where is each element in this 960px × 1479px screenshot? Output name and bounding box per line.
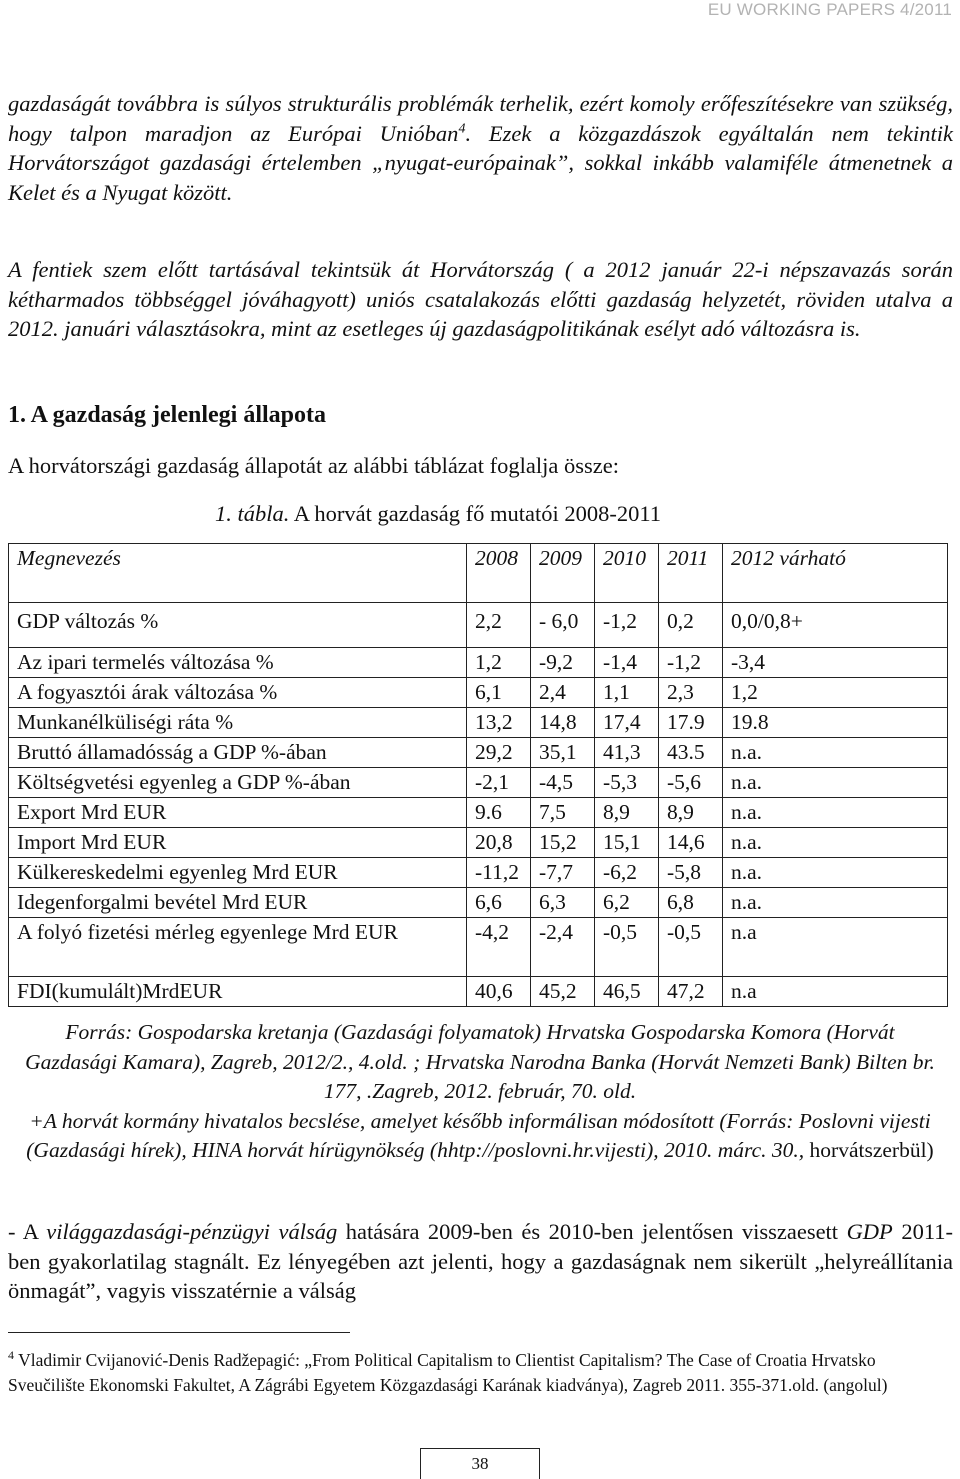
table-cell: n.a. — [723, 768, 948, 798]
table-caption-title: A horvát gazdaság fő mutatói 2008-2011 — [293, 501, 661, 526]
row-label: FDI(kumulált)MrdEUR — [9, 977, 467, 1007]
table-cell: n.a. — [723, 888, 948, 918]
row-label: Bruttó államadósság a GDP %-ában — [9, 738, 467, 768]
table-caption — [215, 501, 661, 527]
table-caption-number: 1. tábla. — [215, 501, 290, 526]
table-cell: 0,0/0,8+ — [723, 603, 948, 648]
table-source — [20, 1018, 940, 1166]
table-cell: -3,4 — [723, 648, 948, 678]
header-cell: 2011 — [659, 544, 723, 603]
indicators-table — [8, 543, 948, 1007]
table-cell: -1,4 — [595, 648, 659, 678]
table-cell: 6,3 — [531, 888, 595, 918]
page-number: 38 — [420, 1448, 540, 1479]
table-cell: -0,5 — [595, 918, 659, 977]
table-row — [9, 738, 948, 768]
table-cell: 9.6 — [467, 798, 531, 828]
table-cell: 15,1 — [595, 828, 659, 858]
p4-text-1: hatására 2009-ben és 2010-ben jelentősen visszaesett — [345, 1219, 839, 1244]
paragraph-1 — [8, 89, 953, 207]
row-label: Idegenforgalmi bevétel Mrd EUR — [9, 888, 467, 918]
table-cell: n.a. — [723, 828, 948, 858]
table-cell: 15,2 — [531, 828, 595, 858]
table-cell: -4,5 — [531, 768, 595, 798]
table-cell: -0,5 — [659, 918, 723, 977]
table-cell: n.a. — [723, 858, 948, 888]
table-cell: -7,7 — [531, 858, 595, 888]
footnote-marker: 4 — [8, 1348, 14, 1363]
table-row — [9, 888, 948, 918]
paragraph-1-text: gazdaságát továbbra is súlyos strukturális problémák terhelik, ezért komoly erőfeszítésekre van szükség, hogy talpon maradjon az Európai Unióban — [8, 91, 953, 146]
table-cell: 17.9 — [659, 708, 723, 738]
table-cell: n.a — [723, 977, 948, 1007]
source-line-2: +A horvát kormány hivatalos becslése, amelyet később informálisan módosított (Forrás: Poslovni vijesti (Gazdasági hírek), HINA horvát hírügynökség (hhtp://poslovni.hr.vijesti), 2010. márc. 30., — [26, 1108, 931, 1162]
table-cell: 40,6 — [467, 977, 531, 1007]
table-cell: -4,2 — [467, 918, 531, 977]
table-cell: 19.8 — [723, 708, 948, 738]
table-cell: 0,2 — [659, 603, 723, 648]
table-cell: 47,2 — [659, 977, 723, 1007]
table-row — [9, 648, 948, 678]
table-cell: 43.5 — [659, 738, 723, 768]
header-cell: Megnevezés — [9, 544, 467, 603]
table-row — [9, 977, 948, 1007]
table-cell: -5,3 — [595, 768, 659, 798]
table-header-row — [9, 544, 948, 603]
p4-italic-2: GDP — [846, 1219, 893, 1244]
table-cell: -1,2 — [659, 648, 723, 678]
table-cell: -5,6 — [659, 768, 723, 798]
table-cell: 7,5 — [531, 798, 595, 828]
table-row — [9, 768, 948, 798]
table-cell: 35,1 — [531, 738, 595, 768]
footnote-ref[interactable]: 4 — [458, 121, 466, 136]
table-cell: n.a — [723, 918, 948, 977]
paragraph-2: A fentiek szem előtt tartásával tekintsük át Horvátország ( a 2012 január 22-i népszavazás során kétharmados többséggel jóváhagyott) uniós csatalakozás előtti gazdaság helyzetét, röviden utalva a 2012. januári választásokra, mint az esetleges új gazdaságpolitikának esélyt adó változásra is. — [8, 257, 953, 341]
table-cell: 6,2 — [595, 888, 659, 918]
table-cell: 8,9 — [659, 798, 723, 828]
table-cell: 6,6 — [467, 888, 531, 918]
row-label: A fogyasztói árak változása % — [9, 678, 467, 708]
p4-italic-1: világgazdasági-pénzügyi válság — [46, 1219, 338, 1244]
table-cell: 1,1 — [595, 678, 659, 708]
table-cell: 8,9 — [595, 798, 659, 828]
header-cell: 2010 — [595, 544, 659, 603]
paragraph-4 — [8, 1217, 953, 1306]
paragraph-3: A horvátországi gazdaság állapotát az alábbi táblázat foglalja össze: — [8, 453, 619, 478]
table-cell: -5,8 — [659, 858, 723, 888]
row-label: Költségvetési egyenleg a GDP %-ában — [9, 768, 467, 798]
table-cell: -1,2 — [595, 603, 659, 648]
table-cell: -2,4 — [531, 918, 595, 977]
row-label: Külkereskedelmi egyenleg Mrd EUR — [9, 858, 467, 888]
table-cell: n.a. — [723, 738, 948, 768]
table-cell: 20,8 — [467, 828, 531, 858]
p4-dash: - A — [8, 1219, 38, 1244]
table-cell: 2,2 — [467, 603, 531, 648]
source-line-1: Forrás: Gospodarska kretanja (Gazdasági folyamatok) Hrvatska Gospodarska Komora (Horvát Gazdasági Kamara), Zagreb, 2012/2., 4.old. ; Hrvatska Narodna Banka (Horvát Nemzeti Bank) Bilten br. 177, .Zagreb, 2012. február, 70. old. — [25, 1020, 935, 1103]
row-label: Az ipari termelés változása % — [9, 648, 467, 678]
table-cell: 14,6 — [659, 828, 723, 858]
footnote-text: Vladimir Cvijanović-Denis Radžepagić: „From Political Capitalism to Clientist Capitalism? The Case of Croatia Hrvatsko Sveučilište Ekonomski Fakultet, A Zágrábi Egyetem Közgazdasági Karának kiadványa), Zagreb 2011. 355-371.old. (angolul) — [8, 1350, 888, 1395]
table-cell: 17,4 — [595, 708, 659, 738]
table-cell: 2,3 — [659, 678, 723, 708]
row-label: GDP változás % — [9, 603, 467, 648]
p4-text-2: 2011-ben gyakorlatilag stagnált. Ez lényegében azt jelenti, hogy a gazdaságnak nem sikerült „helyreállítania önmagát”, vagyis visszatérnie a válság — [8, 1219, 953, 1303]
table-cell: -9,2 — [531, 648, 595, 678]
header-cell: 2008 — [467, 544, 531, 603]
table-cell: 6,8 — [659, 888, 723, 918]
row-label: Export Mrd EUR — [9, 798, 467, 828]
table-cell: 41,3 — [595, 738, 659, 768]
table-cell: - 6,0 — [531, 603, 595, 648]
row-label: Munkanélküliségi ráta % — [9, 708, 467, 738]
table-cell: 13,2 — [467, 708, 531, 738]
table-cell: 1,2 — [467, 648, 531, 678]
table-row — [9, 918, 948, 977]
header-cell: 2012 várható — [723, 544, 948, 603]
source-line-2-end: horvátszerbül) — [809, 1138, 934, 1162]
table-cell: -11,2 — [467, 858, 531, 888]
table-cell: -6,2 — [595, 858, 659, 888]
table-cell: 2,4 — [531, 678, 595, 708]
table-cell: 6,1 — [467, 678, 531, 708]
table-row — [9, 798, 948, 828]
table-cell: 14,8 — [531, 708, 595, 738]
table-cell: 1,2 — [723, 678, 948, 708]
table-cell: -2,1 — [467, 768, 531, 798]
table-row — [9, 828, 948, 858]
table-cell: 45,2 — [531, 977, 595, 1007]
table-row — [9, 858, 948, 888]
table-row — [9, 603, 948, 648]
footnote-separator — [8, 1332, 350, 1333]
row-label: A folyó fizetési mérleg egyenlege Mrd EUR — [9, 918, 467, 977]
paragraph-1-text-cont: . Ezek a közgazdászok egyáltalán nem tekintik Horvátországot gazdasági értelemben „nyugat-európainak”, sokkal inkább valamiféle átmenetnek a Kelet és a Nyugat között. — [8, 120, 953, 205]
table-cell: 29,2 — [467, 738, 531, 768]
running-head: EU WORKING PAPERS 4/2011 — [707, 0, 952, 19]
table-cell: 46,5 — [595, 977, 659, 1007]
table-cell: n.a. — [723, 798, 948, 828]
row-label: Import Mrd EUR — [9, 828, 467, 858]
header-cell: 2009 — [531, 544, 595, 603]
section-heading: 1. A gazdaság jelenlegi állapota — [8, 402, 326, 428]
table-row — [9, 708, 948, 738]
table-row — [9, 678, 948, 708]
footnote — [8, 1348, 953, 1397]
